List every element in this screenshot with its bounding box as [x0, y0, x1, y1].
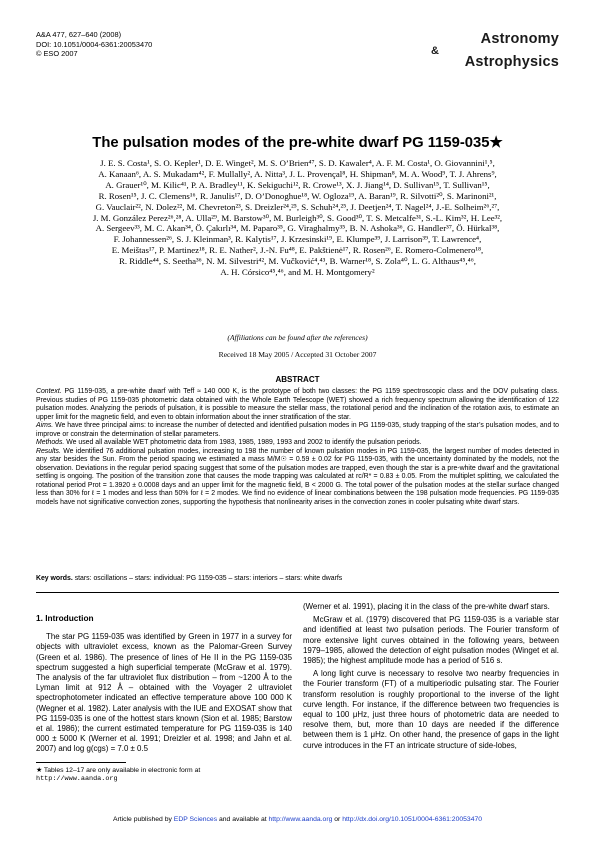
abstract-heading: ABSTRACT [275, 375, 320, 384]
abstract-aims-text: We have three principal aims: to increase the number of detected and identified pulsation modes in PG 1159-035, study trapping of the star’s pulsation modes, and to improve or constrain the determination of stellar parameters. [36, 422, 560, 438]
author-line: J. M. González Perez²⁶,²⁸, A. Ulla²⁹, M. Barstow³⁰, M. Burleigh³⁰, S. Good³⁰, T. S. Metcalfe³¹, S.-L. Kim³², H. Lee³², [92, 212, 503, 223]
footnote-divider [36, 762, 126, 763]
doi-link[interactable]: http://dx.doi.org/10.1051/0004-6361:20053470 [342, 816, 483, 823]
abstract-methods [36, 439, 559, 448]
right-paragraph-continued: (Werner et al. 1991), placing it in the class of the pre-white dwarf stars. [303, 602, 550, 611]
journal-url-link[interactable]: http://www.aanda.org [268, 816, 333, 823]
citation-header [36, 30, 152, 59]
author-line: J. E. S. Costa¹, S. O. Kepler¹, D. E. Winget², M. S. O’Brien⁴⁷, S. D. Kawaler⁴, A. F. M. Costa¹, O. Giovannini¹,⁵, [100, 158, 495, 168]
abstract-aims [36, 422, 559, 439]
author-line: A. Grauer¹⁰, M. Kilic⁴¹, P. A. Bradley¹¹, K. Sekiguchi¹², R. Crowe¹³, X. J. Jiang¹⁴, D. Sullivan¹⁵, T. Sullivan¹⁵, [105, 179, 490, 190]
keywords-label: Key words. [36, 575, 73, 582]
paper-title: The pulsation modes of the pre-white dwarf PG 1159-035★ [92, 135, 503, 151]
section-divider [36, 592, 559, 593]
keywords [36, 575, 559, 584]
author-line: F. Johannessen²⁶, S. J. Kleinman³, R. Kalytis¹⁷, J. Krzesinski¹⁹, E. Klumpe³⁹, J. Larrison³⁹, T. Lawrence⁴, [113, 234, 482, 245]
abstract-context-text: PG 1159-035, a pre-white dwarf with Teff ≈ 140 000 K, is the prototype of both two classes: the PG 1159 spectroscopic class and the DOV pulsating class. Previous studies of PG 1159-035 photometric data obtained with the Whole Earth Telescope (WET) showed a rich frequency spectrum allowing the identification of 122 pulsation modes. Analyzing the periods of pulsation, it is possible to measure the stellar mass, the rotational period and the inclination of the rotation axis, to estimate an upper limit for the magnetic field, and even to obtain information about the inner stratification of the star. [36, 388, 559, 421]
author-line: R. Riddle⁴⁴, S. Seetha³⁶, N. M. Silvestri⁴², M. Vučković⁴,⁴³, B. Warner¹⁸, S. Zola⁴⁰, L. G. Althaus⁴⁵,⁴⁶, [119, 256, 476, 267]
abstract-results [36, 448, 559, 508]
abstract-methods-label: Methods. [36, 439, 65, 446]
author-line: R. Rosen¹⁵, J. C. Clemens¹⁶, R. Janulis¹⁷, D. O’Donoghue¹⁸, W. Ogloza¹⁹, A. Baran¹⁹, R. Silvotti²⁰, S. Marinoni²¹, [98, 190, 497, 201]
received-dates: Received 18 May 2005 / Accepted 31 October 2007 [218, 350, 377, 359]
footnote-text: ★ Tables 12–17 are only available in electronic form at [36, 767, 201, 774]
publisher-link[interactable]: EDP Sciences [173, 816, 218, 823]
footer-middle: and available at [219, 816, 267, 823]
journal-logo-line1: Astronomy [480, 31, 559, 47]
abstract-results-label: Results. [36, 447, 61, 455]
journal-logo-ampersand: & [431, 45, 439, 57]
author-line: G. Vauclair²², N. Dolez²², M. Chevreton²³, S. Dreizler²⁴,²⁵, S. Schuh²⁴,²⁵, J. Deetjen²⁴, T. Nagel²⁴, J.-E. Solheim²⁶,²⁷, [95, 201, 500, 212]
right-paragraph: McGraw et al. (1979) discovered that PG 1159-035 is a variable star and identified at least two pulsation periods. The Fourier transform of more extensive light curves obtained in the following years, between 1979–1985, allowed the detection of eight pulsation modes (Winget et al. 1985); the highest amplitude mode has a period of 516 s. [303, 615, 559, 666]
abstract-body [36, 388, 559, 507]
footer-or: or [334, 816, 341, 823]
abstract-methods-text: We used all available WET photometric data from 1983, 1985, 1989, 1993 and 2002 to identify the pulsation periods. [66, 439, 422, 446]
left-column [36, 613, 292, 758]
abstract-context-label: Context. [36, 388, 62, 395]
journal-logo [429, 32, 559, 70]
abstract-context [36, 388, 559, 422]
abstract-aims-label: Aims. [36, 422, 54, 429]
journal-logo-line2: Astrophysics [464, 54, 559, 70]
affiliations-note: (Affiliations can be found after the references) [227, 333, 368, 342]
right-column [303, 602, 559, 754]
doi: DOI: 10.1051/0004-6361:20053470 [36, 39, 153, 49]
author-list [40, 158, 555, 278]
citation: A&A 477, 627–640 (2008) [36, 30, 122, 39]
author-line: A. Kanaan⁶, A. S. Mukadam⁴², F. Mullally², A. Nitta³, J. L. Provençal⁸, H. Shipman⁸, M. A. Wood⁹, T. J. Ahrens⁹, [98, 168, 497, 179]
intro-heading: 1. Introduction [36, 613, 94, 623]
author-line: E. Meištas¹⁷, P. Martinez¹⁸, R. E. Nather², J.-N. Fu⁴⁸, E. Pakštienė¹⁷, R. Rosen²⁶, E. Romero-Colmenero¹⁸, [111, 245, 484, 256]
intro-paragraph: The star PG 1159-035 was identified by Green in 1977 in a survey for objects with ultraviolet excess, known as the Palomar-Green Survey (Green et al. 1986). The presence of lines of He II in the PG 1159-035 spectrum suggested a high superficial temperate (McGraw et al. 1979). The analysis of the far ultraviolet flux distribution – from ~1200 Å to the Lyman limit at 912 Å – obtained with the Voyager 2 ultraviolet spectrophotometer indicated an effective temperature above 100 000 K (Wegner et al. 1982). Later analysis with the IUE and EXOSAT show that PG 1159-035 is one of the hottest stars known (Sion et al. 1985; Barstow et al. 1986); the current estimated temperature for PG 1159-035 is 140 000 ± 5000 K (Werner et al. 1991; Dreizler et al. 1998; and Jahn et al. 2007) and log g(cgs) = 7.0 ± 0.5 [36, 632, 292, 754]
copyright: © ESO 2007 [36, 49, 78, 59]
author-line: A. Sergeev³³, M. C. Akan³⁴, Ö. Çakırlı³⁴, M. Paparo³⁵, G. Viraghalmy³⁵, B. N. Ashoka³⁶, G. Handler³⁷, Ö. Hürkal³⁸, [95, 223, 500, 234]
publisher-footer [36, 816, 559, 823]
right-paragraph: A long light curve is necessary to resolve two nearby frequencies in the Fourier transform (FT) of a multiperiodic pulsating star. The Fourier transform resolution is roughly proportional to the inverse of the light curve length. For instance, if the difference between two frequencies is equal to 100 μHz, just three hours of photometric data are needed to resolve them, but, more than 10 days are needed if the difference between them is 1 μHz. On other hand, the presence of gaps in the light curve introduces in the FT an intricate structure of side-lobes, [303, 669, 559, 750]
author-line: A. H. Córsico⁴⁵,⁴⁶, and M. H. Montgomery² [220, 267, 375, 278]
footnote [36, 766, 292, 784]
footer-prefix: Article published by [112, 816, 172, 823]
abstract-results-text: We identified 76 additional pulsation modes, increasing to 198 the number of known pulsation modes in PG 1159-035, the largest number of modes detected in any star besides the Sun. From the period spacing we estimated a mass M/M☉ = 0.59 ± 0.02 for PG 1159-035, with the uncertainty dominated by the models, not the observation. Deviations in the regular period spacing suggest that some of the pulsation modes are trapped, even though the star is a pre-white dwarf and the gravitational settling is ongoing. The position of the transition zone that causes the mode trapping was calculated at rc/R* = 0.83 ± 0.05. From the multiplet splitting, we calculated the rotational period Prot = 1.3920 ± 0.0008 days and an upper limit for the magnetic field, B < 2000 G. The total power of the pulsation modes at the stellar surface changed less than 30% for ℓ = 1 modes and less than 50% for ℓ = 2 modes. We find no evidence of linear combinations between the 198 pulsation mode frequencies. PG 1159-035 models have not significative convection zones, supporting the hypothesis that nonlinearity arises in the convection zones in cooler pulsating white dwarf stars. [36, 447, 559, 506]
keywords-text: stars: oscillations – stars: individual: PG 1159-035 – stars: interiors – stars: white dwarfs [74, 575, 343, 582]
footnote-url[interactable]: http://www.aanda.org [36, 775, 118, 783]
